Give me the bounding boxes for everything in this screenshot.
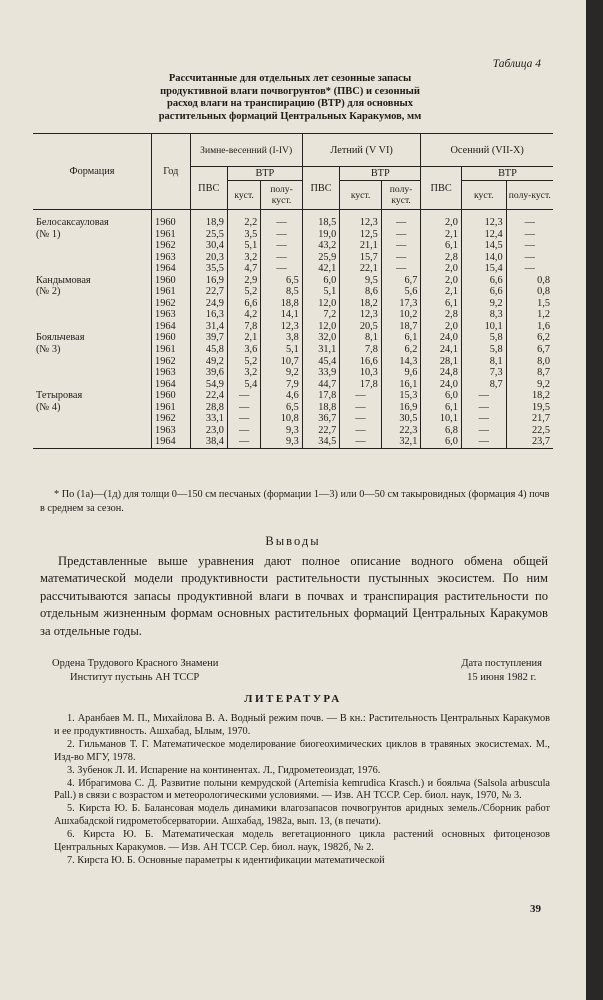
affiliation xyxy=(52,657,218,684)
cell-value: — xyxy=(381,229,421,241)
cell-value: 32,1 xyxy=(381,436,421,448)
cell-year: 1963 xyxy=(152,252,190,264)
cell-year: 1962 xyxy=(152,240,190,252)
cell-value: — xyxy=(261,229,303,241)
cell-value: 12,3 xyxy=(340,309,382,321)
cell-value: 44,7 xyxy=(302,379,339,391)
table-row xyxy=(33,356,553,368)
cell-value: — xyxy=(506,252,553,264)
cell-year: 1961 xyxy=(152,344,190,356)
cell-value: 2,8 xyxy=(421,252,462,264)
table-row xyxy=(33,263,553,275)
cell-value: 18,2 xyxy=(340,298,382,310)
cell-value: 45,8 xyxy=(190,344,227,356)
cell-value: 38,4 xyxy=(190,436,227,448)
cell-value: — xyxy=(227,436,260,448)
cell-value: 34,5 xyxy=(302,436,339,448)
cell-value: 25,5 xyxy=(190,229,227,241)
cell-value: 6,7 xyxy=(381,275,421,287)
header-winter-spring: Зимне-весенний (I-IV) xyxy=(190,134,302,167)
cell-value: 28,1 xyxy=(421,356,462,368)
header-vtr: ВТР xyxy=(340,167,421,181)
cell-value: 6,0 xyxy=(421,390,462,402)
table-row xyxy=(33,210,553,229)
cell-formation: (№ 3) xyxy=(36,344,61,356)
references-list xyxy=(54,713,550,868)
cell-value: 21,7 xyxy=(506,413,553,425)
table-row xyxy=(33,390,553,402)
cell-year: 1961 xyxy=(152,286,190,298)
table-row xyxy=(33,321,553,333)
header-polukust: полу-куст. xyxy=(261,181,303,210)
cell-value: 39,7 xyxy=(190,332,227,344)
reference-item: 1. Аранбаев М. П., Михайлова В. А. Водный режим почв. — В кн.: Растительность Центральных Каракумов и ее продуктивность. Ашхабад, Ылым, 1970. xyxy=(54,713,550,737)
cell-value: 39,6 xyxy=(190,367,227,379)
header-polukust: полу-куст. xyxy=(381,181,421,210)
cell-value: 6,0 xyxy=(421,436,462,448)
cell-value: 6,6 xyxy=(227,298,260,310)
table-row xyxy=(33,252,553,264)
cell-formation xyxy=(33,321,152,333)
table-row xyxy=(33,240,553,252)
cell-value: 8,7 xyxy=(506,367,553,379)
cell-formation: Кандымовая xyxy=(36,274,91,286)
title-line: расход влаги на транспирацию (ВТР) для основных xyxy=(167,98,413,109)
cell-formation xyxy=(33,263,152,275)
cell-value: 4,7 xyxy=(227,263,260,275)
cell-value: 10,7 xyxy=(261,356,303,368)
cell-value: 17,3 xyxy=(381,298,421,310)
cell-value: 2,1 xyxy=(227,332,260,344)
cell-value: 22,5 xyxy=(506,425,553,437)
table-row xyxy=(33,425,553,437)
cell-value: 7,8 xyxy=(340,344,382,356)
affiliation-line: Институт пустынь АН ТССР xyxy=(70,671,200,683)
cell-value: 16,9 xyxy=(190,275,227,287)
header-vtr: ВТР xyxy=(227,167,302,181)
cell-value: 33,9 xyxy=(302,367,339,379)
cell-value: 7,9 xyxy=(261,379,303,391)
table-row xyxy=(33,275,553,287)
cell-value: 23,7 xyxy=(506,436,553,448)
cell-value: — xyxy=(340,402,382,414)
cell-value: 30,4 xyxy=(190,240,227,252)
cell-value: 54,9 xyxy=(190,379,227,391)
cell-value: 49,2 xyxy=(190,356,227,368)
cell-value: 14,3 xyxy=(381,356,421,368)
header-autumn: Осенний (VII-X) xyxy=(421,134,553,167)
cell-year: 1964 xyxy=(152,263,190,275)
cell-formation xyxy=(33,379,152,391)
table-title xyxy=(80,73,500,123)
cell-value: 12,3 xyxy=(261,321,303,333)
cell-year: 1961 xyxy=(152,402,190,414)
cell-value: — xyxy=(227,402,260,414)
cell-value: 18,9 xyxy=(190,210,227,229)
cell-value: — xyxy=(506,240,553,252)
cell-formation xyxy=(33,356,152,368)
cell-value: — xyxy=(381,252,421,264)
cell-value: 25,9 xyxy=(302,252,339,264)
cell-value: 9,3 xyxy=(261,425,303,437)
cell-year: 1960 xyxy=(152,210,190,229)
cell-value: 9,6 xyxy=(381,367,421,379)
cell-value: 14,5 xyxy=(461,240,506,252)
cell-value: 2,9 xyxy=(227,275,260,287)
cell-value: — xyxy=(461,402,506,414)
cell-year: 1960 xyxy=(152,332,190,344)
cell-value: 5,8 xyxy=(461,344,506,356)
header-polukust: полу-куст. xyxy=(506,181,553,210)
cell-value: 18,5 xyxy=(302,210,339,229)
title-line: Рассчитанные для отдельных лет сезонные запасы xyxy=(168,73,412,84)
cell-year: 1963 xyxy=(152,309,190,321)
cell-value: 6,1 xyxy=(421,240,462,252)
cell-value: 12,4 xyxy=(461,229,506,241)
cell-value: 9,2 xyxy=(461,298,506,310)
table-row xyxy=(33,286,553,298)
cell-value: 20,3 xyxy=(190,252,227,264)
cell-value: 14,0 xyxy=(461,252,506,264)
cell-year: 1964 xyxy=(152,436,190,448)
cell-value: 23,0 xyxy=(190,425,227,437)
cell-formation: Тетыровая xyxy=(36,390,83,402)
cell-value: 10,1 xyxy=(421,413,462,425)
cell-value: — xyxy=(340,425,382,437)
cell-value: — xyxy=(227,390,260,402)
data-table xyxy=(33,133,553,449)
cell-value: 2,0 xyxy=(421,210,462,229)
cell-value: 6,5 xyxy=(261,402,303,414)
cell-value: — xyxy=(227,413,260,425)
cell-value: 28,8 xyxy=(190,402,227,414)
header-kust: куст. xyxy=(461,181,506,210)
cell-year: 1962 xyxy=(152,356,190,368)
cell-formation: Бояльчевая xyxy=(36,332,85,344)
cell-value: 7,2 xyxy=(302,309,339,321)
cell-value: — xyxy=(461,436,506,448)
cell-value: 6,1 xyxy=(421,402,462,414)
cell-value: 5,4 xyxy=(227,379,260,391)
cell-value: 3,6 xyxy=(227,344,260,356)
cell-value: 2,0 xyxy=(421,263,462,275)
cell-value: 24,0 xyxy=(421,379,462,391)
cell-value: 31,4 xyxy=(190,321,227,333)
cell-value: 5,2 xyxy=(227,286,260,298)
cell-value: 24,8 xyxy=(421,367,462,379)
cell-value: 6,6 xyxy=(461,275,506,287)
cell-value: 8,3 xyxy=(461,309,506,321)
cell-value: 22,7 xyxy=(302,425,339,437)
cell-value: 5,1 xyxy=(261,344,303,356)
cell-value: 2,0 xyxy=(421,275,462,287)
cell-formation xyxy=(33,252,152,264)
cell-year: 1964 xyxy=(152,379,190,391)
cell-value: — xyxy=(261,263,303,275)
cell-value: 16,1 xyxy=(381,379,421,391)
table-row xyxy=(33,309,553,321)
table-row xyxy=(33,436,553,448)
cell-formation xyxy=(33,413,152,425)
cell-value: — xyxy=(227,425,260,437)
conclusions-paragraph: Представленные выше уравнения дают полное описание водного обмена общей математической модели продуктивности растительности пустынных экосистем. По ним рассчитываются запасы продуктивной влаги в почвах и транспирация растительности по отдельным жизненным формам основных растительных формаций Центральных Каракумов за отдельные годы. xyxy=(40,554,548,638)
cell-value: — xyxy=(506,263,553,275)
header-vtr: ВТР xyxy=(461,167,553,181)
cell-formation xyxy=(33,298,152,310)
cell-value: 7,8 xyxy=(227,321,260,333)
cell-value: 12,3 xyxy=(461,210,506,229)
header-pvs: ПВС xyxy=(421,167,462,210)
cell-value: 32,0 xyxy=(302,332,339,344)
cell-value: — xyxy=(261,240,303,252)
table-row xyxy=(33,402,553,414)
header-year: Год xyxy=(152,134,190,210)
cell-formation: (№ 1) xyxy=(36,228,61,240)
cell-formation: (№ 2) xyxy=(36,286,61,298)
cell-value: 22,7 xyxy=(190,286,227,298)
cell-value: — xyxy=(381,240,421,252)
header-kust: куст. xyxy=(227,181,260,210)
cell-value: 17,8 xyxy=(340,379,382,391)
cell-value: 2,0 xyxy=(421,321,462,333)
received-value: 15 июня 1982 г. xyxy=(467,671,537,683)
cell-formation: (№ 4) xyxy=(36,401,61,413)
cell-value: 12,3 xyxy=(340,210,382,229)
cell-value: 5,1 xyxy=(227,240,260,252)
cell-value: — xyxy=(340,390,382,402)
received-date xyxy=(461,657,542,684)
cell-formation xyxy=(33,425,152,437)
cell-value: 18,8 xyxy=(302,402,339,414)
cell-value: 36,7 xyxy=(302,413,339,425)
cell-value: 2,8 xyxy=(421,309,462,321)
cell-value: 22,3 xyxy=(381,425,421,437)
cell-value: — xyxy=(461,413,506,425)
cell-formation xyxy=(33,436,152,448)
page-number: 39 xyxy=(530,903,541,915)
reference-item: 7. Кирста Ю. Б. Основные параметры к идентификации математической xyxy=(67,855,385,867)
header-summer: Летний (V VI) xyxy=(302,134,421,167)
cell-value: 19,5 xyxy=(506,402,553,414)
cell-year: 1960 xyxy=(152,275,190,287)
cell-value: 14,1 xyxy=(261,309,303,321)
cell-value: — xyxy=(381,263,421,275)
cell-value: 3,5 xyxy=(227,229,260,241)
cell-value: 5,6 xyxy=(381,286,421,298)
received-label: Дата поступления xyxy=(461,658,542,669)
cell-formation xyxy=(33,240,152,252)
cell-formation: Белосаксауловая xyxy=(36,217,109,228)
cell-value: 12,0 xyxy=(302,321,339,333)
table-row xyxy=(33,332,553,344)
cell-value: 42,1 xyxy=(302,263,339,275)
cell-value: 5,1 xyxy=(302,286,339,298)
reference-item: 5. Кирста Ю. Б. Балансовая модель динамики влагозапасов почвогрунтов аридных земель./Сборник работ Ашхабадской гидрометобсерватории. Ашхабад, 1982а, вып. 13, (в печати). xyxy=(54,803,550,828)
cell-value: 6,8 xyxy=(421,425,462,437)
table-body xyxy=(33,210,553,449)
cell-value: 18,2 xyxy=(506,390,553,402)
cell-value: 12,0 xyxy=(302,298,339,310)
cell-value: — xyxy=(506,210,553,229)
table-label: Таблица 4 xyxy=(492,58,541,70)
cell-value: 8,7 xyxy=(461,379,506,391)
cell-value: 8,0 xyxy=(506,356,553,368)
cell-year: 1963 xyxy=(152,367,190,379)
cell-value: 6,5 xyxy=(261,275,303,287)
cell-value: 2,1 xyxy=(421,286,462,298)
cell-value: 16,9 xyxy=(381,402,421,414)
cell-value: 18,7 xyxy=(381,321,421,333)
cell-value: 5,2 xyxy=(227,356,260,368)
conclusions-heading: Выводы xyxy=(265,534,321,548)
cell-value: 9,3 xyxy=(261,436,303,448)
cell-value: 17,8 xyxy=(302,390,339,402)
cell-value: 8,6 xyxy=(340,286,382,298)
cell-value: 10,2 xyxy=(381,309,421,321)
cell-value: 8,5 xyxy=(261,286,303,298)
table-row xyxy=(33,229,553,241)
cell-value: 15,4 xyxy=(461,263,506,275)
cell-value: — xyxy=(461,390,506,402)
cell-value: 33,1 xyxy=(190,413,227,425)
page-edge-shadow xyxy=(586,0,603,1000)
cell-value: 8,1 xyxy=(340,332,382,344)
cell-value: 8,1 xyxy=(461,356,506,368)
cell-value: 0,8 xyxy=(506,286,553,298)
title-line: продуктивной влаги почвогрунтов* (ПВС) и сезонный xyxy=(160,85,420,97)
cell-value: 9,5 xyxy=(340,275,382,287)
reference-item: 2. Гильманов Т. Г. Математическое моделирование биогеохимических циклов в травяных экосистемах. М., Изд-во МГУ, 1978. xyxy=(54,738,550,763)
cell-value: 24,9 xyxy=(190,298,227,310)
cell-value: 19,0 xyxy=(302,229,339,241)
cell-value: 4,6 xyxy=(261,390,303,402)
table-row xyxy=(33,367,553,379)
cell-value: 1,5 xyxy=(506,298,553,310)
cell-value: 1,2 xyxy=(506,309,553,321)
cell-value: 24,1 xyxy=(421,344,462,356)
cell-value: 3,2 xyxy=(227,367,260,379)
cell-year: 1963 xyxy=(152,425,190,437)
cell-value: — xyxy=(340,413,382,425)
cell-value: 35,5 xyxy=(190,263,227,275)
title-line: растительных формаций Центральных Каракумов, мм xyxy=(158,110,422,122)
cell-value: 30,5 xyxy=(381,413,421,425)
cell-value: 6,6 xyxy=(461,286,506,298)
header-pvs: ПВС xyxy=(190,167,227,210)
cell-year: 1962 xyxy=(152,413,190,425)
header-formation: Формация xyxy=(33,134,152,210)
cell-year: 1961 xyxy=(152,229,190,241)
header-pvs: ПВС xyxy=(302,167,339,210)
cell-value: 6,7 xyxy=(506,344,553,356)
header-kust: куст. xyxy=(340,181,382,210)
cell-value: 6,2 xyxy=(381,344,421,356)
cell-value: 9,2 xyxy=(506,379,553,391)
table-row xyxy=(33,298,553,310)
cell-value: 2,1 xyxy=(421,229,462,241)
reference-item: 6. Кирста Ю. Б. Математическая модель вегетационного цикла растений основных фитоценозов Центральных Каракумов. — Изв. АН ТССР. Сер. биол. наук, 1982б, № 2. xyxy=(54,829,550,853)
cell-value: 5,8 xyxy=(461,332,506,344)
cell-formation xyxy=(33,309,152,321)
cell-value: 20,5 xyxy=(340,321,382,333)
table-row xyxy=(33,344,553,356)
table-row xyxy=(33,413,553,425)
cell-value: 18,8 xyxy=(261,298,303,310)
cell-value: 15,7 xyxy=(340,252,382,264)
cell-value: 10,8 xyxy=(261,413,303,425)
cell-value: 24,0 xyxy=(421,332,462,344)
cell-value: — xyxy=(461,425,506,437)
cell-value: 6,1 xyxy=(421,298,462,310)
cell-value: 2,2 xyxy=(227,210,260,229)
cell-value: 4,2 xyxy=(227,309,260,321)
cell-value: 45,4 xyxy=(302,356,339,368)
cell-value: 9,2 xyxy=(261,367,303,379)
cell-value: 22,4 xyxy=(190,390,227,402)
cell-value: 22,1 xyxy=(340,263,382,275)
cell-value: 7,3 xyxy=(461,367,506,379)
cell-value: 10,3 xyxy=(340,367,382,379)
cell-value: 3,2 xyxy=(227,252,260,264)
cell-value: 43,2 xyxy=(302,240,339,252)
cell-value: 1,6 xyxy=(506,321,553,333)
reference-item: 3. Зубенок Л. И. Испарение на континентах. Л., Гидрометеоиздат, 1976. xyxy=(67,764,381,776)
reference-item: 4. Ибрагимова С. Д. Развитие полыни кемрудской (Artemisia kemrudica Krasch.) и бояльча (Salsola arbuscula Pall.) в связи с возрастом и метеорологическими условиями. — Изв. АН ТССР. Сер. биол. наук, 1970, № 3. xyxy=(54,777,550,802)
cell-value: 3,8 xyxy=(261,332,303,344)
cell-value: 12,5 xyxy=(340,229,382,241)
cell-value: 21,1 xyxy=(340,240,382,252)
references-heading: ЛИТЕРАТУРА xyxy=(244,693,342,705)
cell-value: 6,0 xyxy=(302,275,339,287)
cell-value: 16,3 xyxy=(190,309,227,321)
cell-value: 6,1 xyxy=(381,332,421,344)
cell-value: — xyxy=(340,436,382,448)
cell-value: 10,1 xyxy=(461,321,506,333)
cell-value: 15,3 xyxy=(381,390,421,402)
cell-value: 16,6 xyxy=(340,356,382,368)
table-footnote: * По (1а)—(1д) для толщи 0—150 см песчаных (формации 1—3) или 0—50 см такыровидных (формация 4) почв в среднем за сезон. xyxy=(40,489,550,514)
cell-formation xyxy=(33,367,152,379)
affiliation-line: Ордена Трудового Красного Знамени xyxy=(52,658,219,669)
cell-year: 1960 xyxy=(152,390,190,402)
cell-year: 1964 xyxy=(152,321,190,333)
table-row xyxy=(33,379,553,391)
cell-value: — xyxy=(506,229,553,241)
cell-value: 0,8 xyxy=(506,275,553,287)
cell-value: 6,2 xyxy=(506,332,553,344)
cell-year: 1962 xyxy=(152,298,190,310)
cell-value: — xyxy=(261,252,303,264)
cell-value: 31,1 xyxy=(302,344,339,356)
cell-value: — xyxy=(261,210,303,229)
cell-value: — xyxy=(381,210,421,229)
